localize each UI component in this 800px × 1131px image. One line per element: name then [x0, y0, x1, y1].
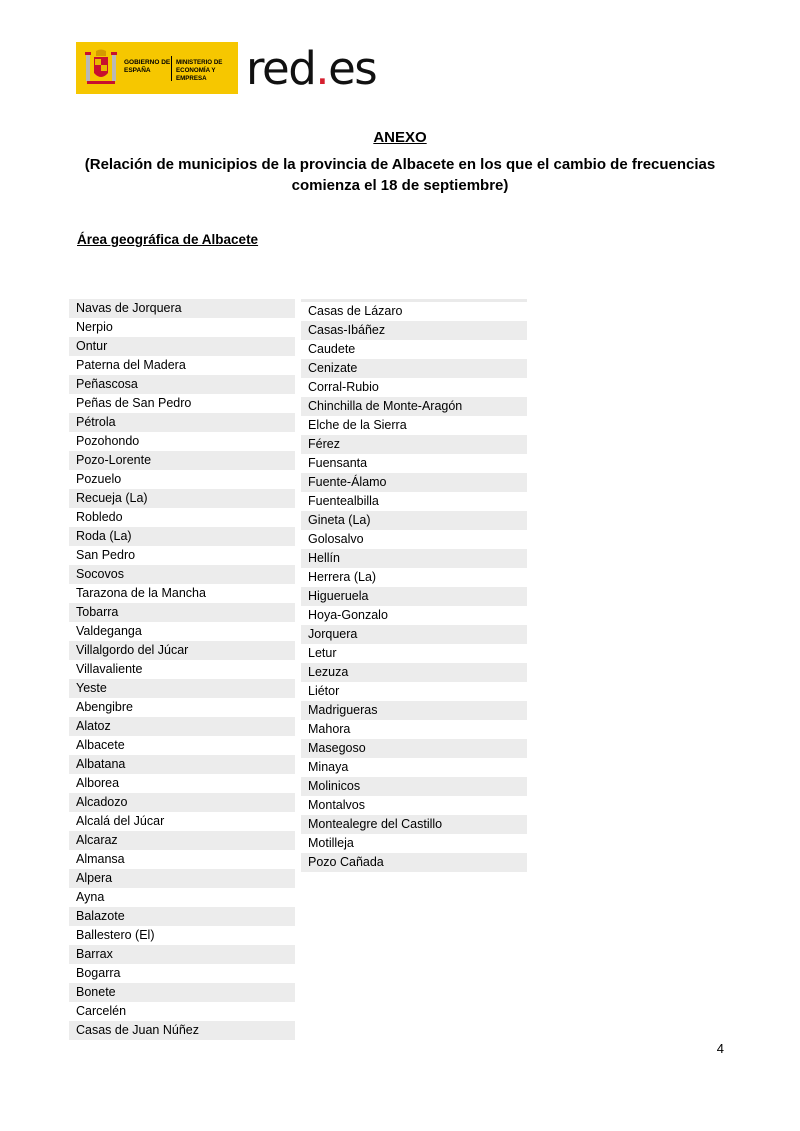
municipality-row: Alborea [76, 776, 120, 790]
municipality-row: Ballestero (El) [76, 928, 155, 942]
municipality-row: Bogarra [76, 966, 121, 980]
municipality-row: Roda (La) [69, 527, 295, 546]
municipality-row: Montalvos [308, 798, 365, 812]
municipality-row: Pozo Cañada [301, 853, 527, 872]
page-title: ANEXO [373, 129, 427, 146]
section-heading: Área geográfica de Albacete [77, 232, 259, 247]
municipality-row: Alcalá del Júcar [76, 814, 165, 828]
municipality-row: Liétor [308, 684, 340, 698]
municipality-row: Jorquera [301, 625, 527, 644]
municipality-row: Herrera (La) [308, 570, 377, 584]
rede-es-logo [246, 44, 376, 94]
municipality-row: Fuensanta [308, 456, 368, 470]
municipality-row: Valdeganga [76, 624, 142, 638]
municipality-row: Pozo-Lorente [69, 451, 295, 470]
municipality-row: Madrigueras [301, 701, 527, 720]
municipality-row: Peñascosa [69, 375, 295, 394]
municipality-row: Balazote [69, 907, 295, 926]
municipality-row: Alatoz [69, 717, 295, 736]
municipality-row: Barrax [69, 945, 295, 964]
municipality-row: Bonete [69, 983, 295, 1002]
municipality-list-left [69, 299, 295, 1040]
brand-suffix: es [328, 42, 377, 95]
municipality-row: Almansa [76, 852, 125, 866]
page-subtitle: (Relación de municipios de la provincia de Albacete en los que el cambio de frecuencias comienza el 18 de septiembre) [84, 156, 716, 194]
municipality-row: San Pedro [76, 548, 136, 562]
municipality-row: Tarazona de la Mancha [76, 586, 206, 600]
municipality-row: Tobarra [69, 603, 295, 622]
municipality-row: Ayna [76, 890, 105, 904]
municipality-row: Fuentealbilla [308, 494, 379, 508]
municipality-row: Casas de Lázaro [308, 304, 403, 318]
municipality-row: Paterna del Madera [76, 358, 186, 372]
municipality-row: Albacete [76, 738, 125, 752]
municipality-row: Peñas de San Pedro [76, 396, 192, 410]
municipality-row: Golosalvo [308, 532, 364, 546]
municipality-row: Alpera [69, 869, 295, 888]
municipality-row: Corral-Rubio [308, 380, 379, 394]
municipality-row: Casas-Ibáñez [301, 321, 527, 340]
municipality-row: Caudete [308, 342, 356, 356]
municipality-row: Higueruela [301, 587, 527, 606]
municipality-row: Minaya [308, 760, 349, 774]
municipality-row: Cenizate [301, 359, 527, 378]
municipality-row: Yeste [69, 679, 295, 698]
municipality-row: Chinchilla de Monte-Aragón [301, 397, 527, 416]
municipality-row: Letur [308, 646, 337, 660]
municipality-row: Gineta (La) [301, 511, 527, 530]
coat-of-arms-icon [84, 49, 118, 87]
municipality-row: Alcadozo [69, 793, 295, 812]
municipality-row: Alcaraz [69, 831, 295, 850]
logo-divider [171, 56, 172, 81]
municipality-row: Pozuelo [76, 472, 122, 486]
gobierno-text: GOBIERNO DE ESPAÑA [124, 59, 171, 74]
municipality-list-right [301, 299, 527, 872]
municipality-row: Villalgordo del Júcar [69, 641, 295, 660]
municipality-row: Motilleja [308, 836, 354, 850]
ministerio-text: MINISTERIO DE ECONOMÍA Y EMPRESA [176, 59, 223, 82]
municipality-row: Robledo [76, 510, 123, 524]
municipality-row: Hoya-Gonzalo [308, 608, 388, 622]
municipality-row: Carcelén [76, 1004, 127, 1018]
municipality-row: Villavaliente [76, 662, 143, 676]
municipality-row: Fuente-Álamo [301, 473, 527, 492]
municipality-row: Férez [301, 435, 527, 454]
municipality-row: Albatana [69, 755, 295, 774]
brand-prefix: red [246, 42, 316, 95]
municipality-row: Socovos [69, 565, 295, 584]
municipality-row: Molinicos [301, 777, 527, 796]
municipality-row: Abengibre [76, 700, 133, 714]
municipality-row: Pozohondo [76, 434, 140, 448]
gobierno-logo [76, 42, 238, 94]
municipality-row: Recueja (La) [69, 489, 295, 508]
municipality-row: Nerpio [76, 320, 113, 334]
municipality-row: Montealegre del Castillo [301, 815, 527, 834]
municipality-row: Pétrola [69, 413, 295, 432]
municipality-row: Ontur [69, 337, 295, 356]
page-number: 4 [716, 1041, 724, 1056]
municipality-row: Navas de Jorquera [69, 299, 295, 318]
municipality-row: Mahora [308, 722, 351, 736]
municipality-row: Masegoso [301, 739, 527, 758]
municipality-row: Hellín [301, 549, 527, 568]
brand-dot: . [315, 42, 329, 95]
municipality-row: Elche de la Sierra [308, 418, 407, 432]
municipality-row: Lezuza [301, 663, 527, 682]
municipality-row: Casas de Juan Núñez [69, 1021, 295, 1040]
